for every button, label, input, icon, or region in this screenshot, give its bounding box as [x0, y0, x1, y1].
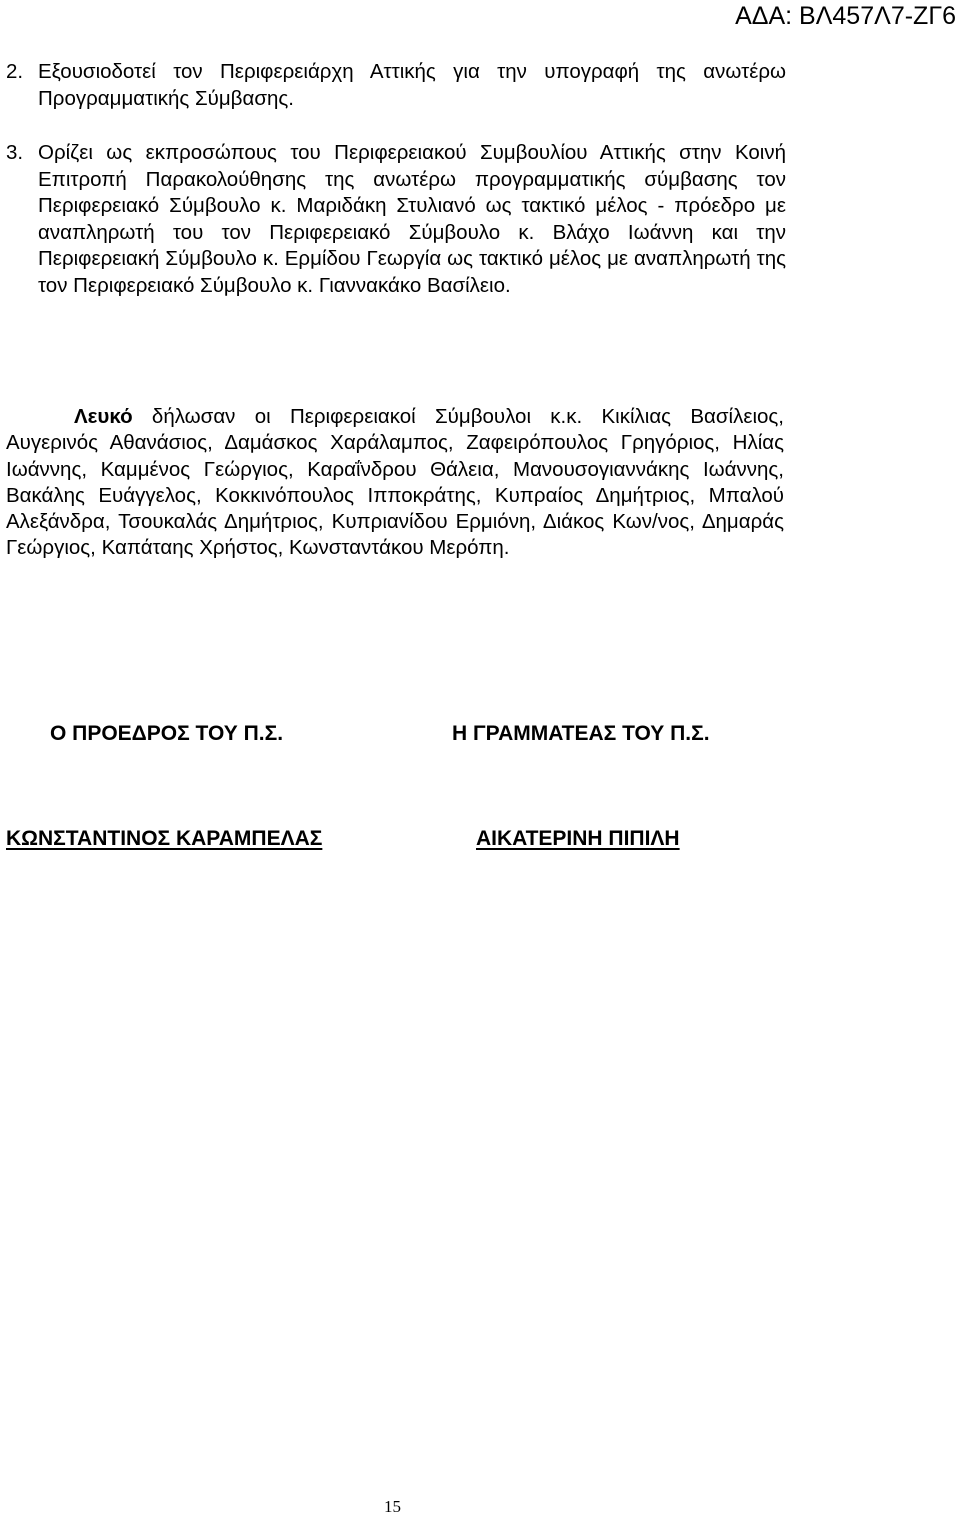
vote-paragraph — [6, 404, 784, 562]
item-number: 3. — [6, 141, 24, 164]
item-text: Ορίζει ως εκπροσώπους του Περιφερειακού Συμβουλίου Αττικής στην Κοινή Επιτροπή Παρακολούθησης της ανωτέρω προγραμματικής σύμβασης τον Περιφερειακό Σύμβουλο κ. Μαριδάκη Στυλιανό ως τακτικό μέλος - πρόεδρο με αναπληρωτή του τον Περιφερειακό Σύμβουλο κ. Βλάχο Ιωάννη και την Περιφερειακή Σύμβουλο κ. Ερμίδου Γεωργία ως τακτικό μέλος με αναπληρωτή της τον Περιφερειακό Σύμβουλο κ. Γιαννακάκο Βασίλειο. — [38, 141, 786, 297]
item-text: Εξουσιοδοτεί τον Περιφερειάρχη Αττικής για την υπογραφή της ανωτέρω Προγραμματικής Σύμβασης. — [38, 60, 786, 110]
decision-item-2 — [6, 59, 786, 112]
page-number: 15 — [384, 1497, 401, 1516]
president-name: ΚΩΝΣΤΑΝΤΙΝΟΣ ΚΑΡΑΜΠΕΛΑΣ — [6, 827, 323, 850]
item-number: 2. — [6, 60, 24, 83]
president-title: Ο ΠΡΟΕΔΡΟΣ ΤΟΥ Π.Σ. — [50, 722, 284, 745]
vote-text: δήλωσαν οι Περιφερειακοί Σύμβουλοι κ.κ. Κικίλιας Βασίλειος, Αυγερινός Αθανάσιος, Δαμάσκος Χαράλαμπος, Ζαφειρόπουλος Γρηγόριος, Ηλίας Ιωάννης, Καμμένος Γεώργιος, Καραΐνδρου Θάλεια, Μανουσογιαννάκης Ιωάννης, Βακάλης Ευάγγελος, Κοκκινόπουλος Ιπποκράτης, Κυπραίος Δημήτριος, Μπαλού Αλεξάνδρα, Τσουκαλάς Δημήτριος, Κυπριανίδου Ερμιόνη, Διάκος Κων/νος, Δημαράς Γεώργιος, Καπάταης Χρήστος, Κωνσταντάκου Μερόπη. — [6, 405, 784, 560]
decision-item-3 — [6, 140, 786, 299]
ada-code: ΑΔΑ: ΒΛ457Λ7-ΖΓ6 — [735, 2, 956, 30]
secretary-name: ΑΙΚΑΤΕΡΙΝΗ ΠΙΠΙΛΗ — [476, 827, 680, 850]
secretary-title: Η ΓΡΑΜΜΑΤΕΑΣ ΤΟΥ Π.Σ. — [452, 722, 710, 745]
vote-bold-word: Λευκό — [74, 405, 133, 428]
